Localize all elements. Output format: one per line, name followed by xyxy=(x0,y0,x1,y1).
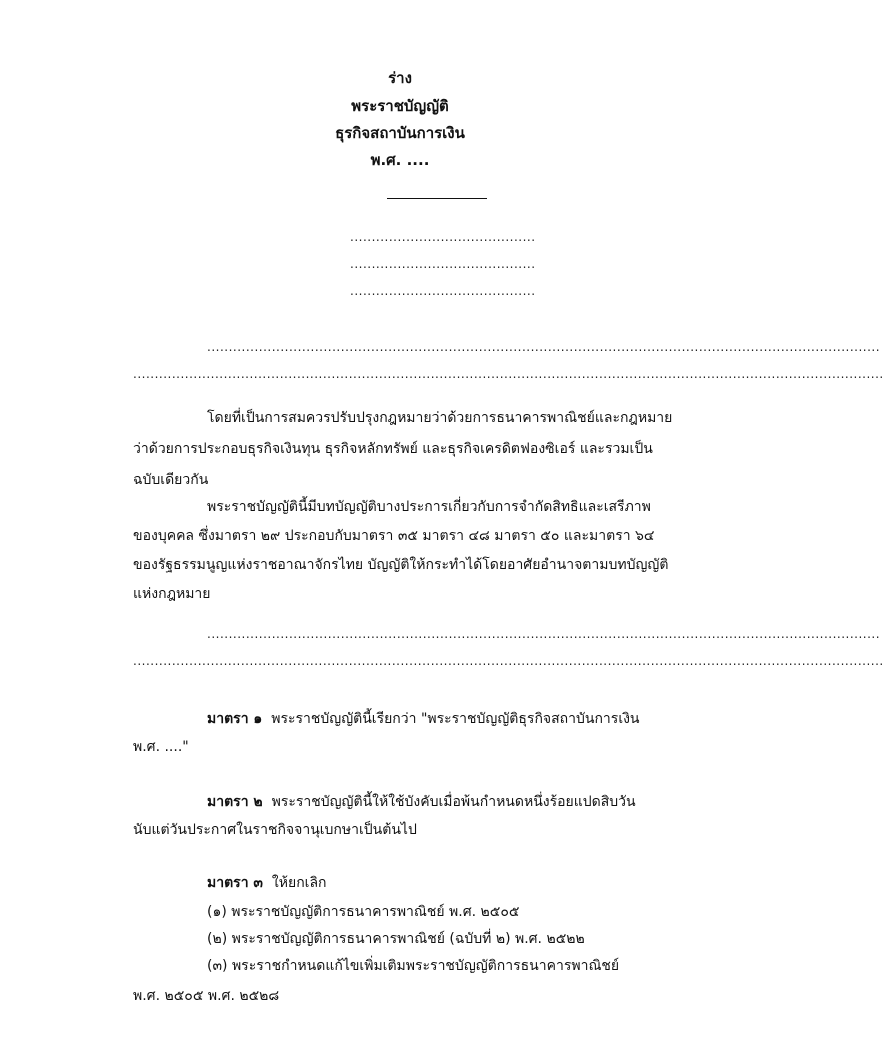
section-3 xyxy=(207,876,327,890)
act-title: พระราชบัญญัติ xyxy=(351,97,449,115)
paragraph-1-line-1: โดยที่เป็นการสมควรปรับปรุงกฎหมายว่าด้วยการธนาคารพาณิชย์และกฎหมาย xyxy=(207,410,673,426)
draft-label: ร่าง xyxy=(388,69,412,87)
preamble-dots-1: ............................................................................................................................................................ xyxy=(207,340,881,354)
paragraph-2-line-4: แห่งกฎหมาย xyxy=(133,586,211,602)
section-2-continuation: นับแต่วันประกาศในราชกิจจานุเบกษาเป็นต้นไป xyxy=(133,822,417,838)
signature-dots-2: ........................................... xyxy=(350,257,536,271)
act-year: พ.ศ. .... xyxy=(370,151,430,169)
section-2-text: พระราชบัญญัตินี้ให้ใช้บังคับเมื่อพ้นกำหนดหนึ่งร้อยแปดสิบวัน xyxy=(271,794,636,810)
enact-dots-2: .............................................................................................................................................................................. xyxy=(133,654,884,668)
act-name: ธุรกิจสถาบันการเงิน xyxy=(335,124,465,142)
title-divider xyxy=(387,198,487,199)
section-2 xyxy=(207,795,636,809)
paragraph-2-line-3: ของรัฐธรรมนูญแห่งราชอาณาจักรไทย บัญญัติให้กระทำได้โดยอาศัยอำนาจตามบทบัญญัติ xyxy=(133,557,669,573)
section-1-continuation: พ.ศ. ...." xyxy=(133,739,189,755)
paragraph-2-line-2: ของบุคคล ซึ่งมาตรา ๒๙ ประกอบกับมาตรา ๓๕ มาตรา ๔๘ มาตรา ๕๐ และมาตรา ๖๔ xyxy=(133,528,655,544)
paragraph-1-line-2: ว่าด้วยการประกอบธุรกิจเงินทุน ธุรกิจหลักทรัพย์ และธุรกิจเครดิตฟองซิเอร์ และรวมเป็น xyxy=(133,441,653,457)
section-3-text: ให้ยกเลิก xyxy=(271,875,327,891)
enact-dots-1: ............................................................................................................................................................ xyxy=(207,627,881,641)
paragraph-2-line-1: พระราชบัญญัตินี้มีบทบัญญัติบางประการเกี่ยวกับการจำกัดสิทธิและเสรีภาพ xyxy=(207,499,651,515)
paragraph-1-line-3: ฉบับเดียวกัน xyxy=(133,472,209,488)
section-1-text: พระราชบัญญัตินี้เรียกว่า "พระราชบัญญัติธุรกิจสถาบันการเงิน xyxy=(271,711,640,727)
section-2-label: มาตรา ๒ xyxy=(207,794,263,810)
section-1-label: มาตรา ๑ xyxy=(207,711,263,727)
signature-dots-3: ........................................... xyxy=(350,284,536,298)
section-3-label: มาตรา ๓ xyxy=(207,875,264,891)
section-3-item-3: (๓) พระราชกำหนดแก้ไขเพิ่มเติมพระราชบัญญัติการธนาคารพาณิชย์ xyxy=(207,958,620,974)
section-1 xyxy=(207,712,640,726)
section-3-item-1: (๑) พระราชบัญญัติการธนาคารพาณิชย์ พ.ศ. ๒๕๐๕ xyxy=(207,904,520,920)
section-3-continuation: พ.ศ. ๒๕๐๕ พ.ศ. ๒๕๒๘ xyxy=(133,988,280,1004)
signature-dots-1: ........................................... xyxy=(350,230,536,244)
preamble-dots-2: .............................................................................................................................................................................. xyxy=(133,367,884,381)
section-3-item-2: (๒) พระราชบัญญัติการธนาคารพาณิชย์ (ฉบับที่ ๒) พ.ศ. ๒๕๒๒ xyxy=(207,931,585,947)
